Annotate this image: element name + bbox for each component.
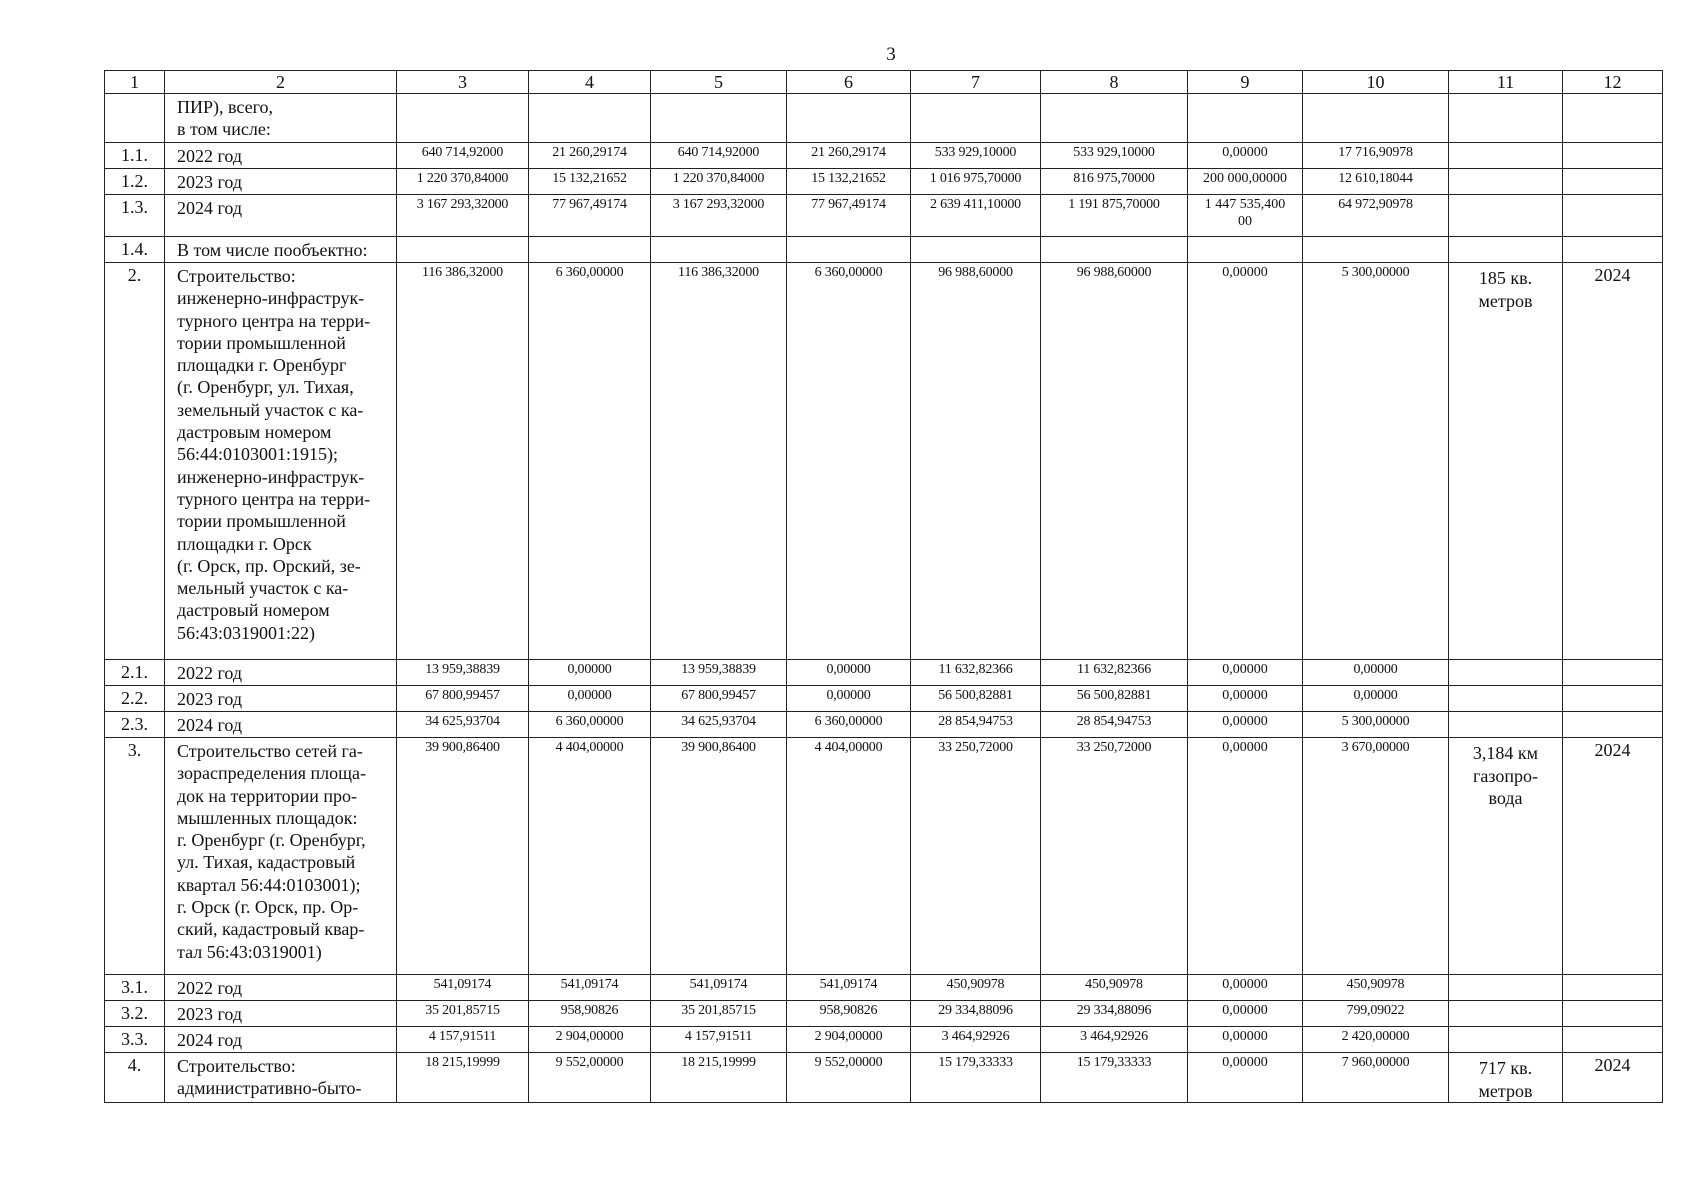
- completion-year-cell: [1563, 686, 1663, 712]
- value-cell: [1449, 94, 1563, 143]
- value-cell: 3 464,92926: [911, 1027, 1041, 1053]
- capacity-cell: [1449, 169, 1563, 195]
- value-cell: 0,00000: [787, 660, 911, 686]
- value-cell: 541,09174: [529, 975, 651, 1001]
- table-row: [105, 237, 1663, 263]
- row-name-cell: Строительство: административно-быто-: [165, 1053, 397, 1103]
- value-cell: 67 800,99457: [397, 686, 529, 712]
- value-cell: 9 552,00000: [787, 1053, 911, 1103]
- table-row: [105, 712, 1663, 738]
- value-cell: 0,00000: [787, 686, 911, 712]
- value-cell: 0,00000: [1188, 686, 1303, 712]
- value-cell: 15 179,33333: [1041, 1053, 1188, 1103]
- value-cell: 116 386,32000: [397, 263, 529, 660]
- table-row: [105, 1027, 1663, 1053]
- capacity-cell: [1449, 237, 1563, 263]
- value-cell: 6 360,00000: [529, 712, 651, 738]
- value-cell: 1 016 975,70000: [911, 169, 1041, 195]
- value-cell: 28 854,94753: [911, 712, 1041, 738]
- value-cell: 1 191 875,70000: [1041, 195, 1188, 237]
- capacity-cell: [1449, 975, 1563, 1001]
- value-cell: 958,90826: [787, 1001, 911, 1027]
- value-cell: 3 670,00000: [1303, 738, 1449, 975]
- value-cell: 0,00000: [1188, 738, 1303, 975]
- value-cell: 816 975,70000: [1041, 169, 1188, 195]
- row-name-cell: 2023 год: [165, 1001, 397, 1027]
- row-number-cell: 2.: [105, 263, 165, 660]
- value-cell: 4 404,00000: [529, 738, 651, 975]
- capacity-cell: [1449, 1027, 1563, 1053]
- page-number: 3: [886, 44, 896, 65]
- row-number-cell: 2.1.: [105, 660, 165, 686]
- row-name-cell: Строительство сетей га- зораспределения площа- док на территории про- мышленных площадок: г. Оренбург (г. Оренбург, ул. Тихая, кадастровый квартал 56:44:0103001); г. Орск (г. Орск, пр. Ор- ский, кадастровый квар- тал 56:43:0319001): [165, 738, 397, 975]
- value-cell: 0,00000: [529, 686, 651, 712]
- row-name-cell: 2024 год: [165, 712, 397, 738]
- value-cell: 9 552,00000: [529, 1053, 651, 1103]
- value-cell: 3 167 293,32000: [651, 195, 787, 237]
- row-number-cell: 3.: [105, 738, 165, 975]
- column-number-header: 3: [397, 71, 529, 94]
- capacity-cell: [1449, 660, 1563, 686]
- completion-year-cell: [1563, 237, 1663, 263]
- value-cell: 35 201,85715: [651, 1001, 787, 1027]
- completion-year-cell: [1563, 975, 1663, 1001]
- value-cell: 4 404,00000: [787, 738, 911, 975]
- column-number-header: 8: [1041, 71, 1188, 94]
- capacity-cell: [1449, 686, 1563, 712]
- value-cell: 0,00000: [1188, 1001, 1303, 1027]
- completion-year-cell: [1563, 1001, 1663, 1027]
- row-number-cell: 3.1.: [105, 975, 165, 1001]
- completion-year-cell: [1563, 1027, 1663, 1053]
- row-number-cell: 1.4.: [105, 237, 165, 263]
- value-cell: [1303, 237, 1449, 263]
- value-cell: 0,00000: [529, 660, 651, 686]
- row-name-cell: 2024 год: [165, 1027, 397, 1053]
- value-cell: 12 610,18044: [1303, 169, 1449, 195]
- value-cell: 77 967,49174: [787, 195, 911, 237]
- completion-year-cell: [1563, 143, 1663, 169]
- value-cell: 35 201,85715: [397, 1001, 529, 1027]
- completion-year-cell: [1563, 660, 1663, 686]
- row-name-cell: 2024 год: [165, 195, 397, 237]
- column-number-header: 6: [787, 71, 911, 94]
- row-name-cell: 2023 год: [165, 686, 397, 712]
- value-cell: 28 854,94753: [1041, 712, 1188, 738]
- value-cell: 450,90978: [1041, 975, 1188, 1001]
- column-number-header: 12: [1563, 71, 1663, 94]
- table-row: [105, 263, 1663, 660]
- value-cell: 1 447 535,400 00: [1188, 195, 1303, 237]
- capacity-cell: [1449, 195, 1563, 237]
- value-cell: 450,90978: [911, 975, 1041, 1001]
- row-number-cell: 1.3.: [105, 195, 165, 237]
- value-cell: 77 967,49174: [529, 195, 651, 237]
- column-number-header: 2: [165, 71, 397, 94]
- row-number-cell: 3.2.: [105, 1001, 165, 1027]
- value-cell: 541,09174: [397, 975, 529, 1001]
- value-cell: [651, 94, 787, 143]
- value-cell: 533 929,10000: [1041, 143, 1188, 169]
- value-cell: 958,90826: [529, 1001, 651, 1027]
- completion-year-cell: 2024: [1563, 1053, 1663, 1103]
- row-number-cell: 2.2.: [105, 686, 165, 712]
- table-row-intro: [105, 94, 1663, 143]
- value-cell: 64 972,90978: [1303, 195, 1449, 237]
- value-cell: [1563, 94, 1663, 143]
- value-cell: 29 334,88096: [1041, 1001, 1188, 1027]
- completion-year-cell: 2024: [1563, 263, 1663, 660]
- value-cell: [787, 94, 911, 143]
- column-number-header: 9: [1188, 71, 1303, 94]
- table-row: [105, 975, 1663, 1001]
- value-cell: 0,00000: [1188, 712, 1303, 738]
- value-cell: [911, 237, 1041, 263]
- value-cell: 6 360,00000: [529, 263, 651, 660]
- value-cell: 4 157,91511: [397, 1027, 529, 1053]
- value-cell: 541,09174: [651, 975, 787, 1001]
- value-cell: 3 464,92926: [1041, 1027, 1188, 1053]
- value-cell: 0,00000: [1303, 660, 1449, 686]
- column-number-header: 11: [1449, 71, 1563, 94]
- completion-year-cell: 2024: [1563, 738, 1663, 975]
- table-row: [105, 195, 1663, 237]
- value-cell: [1188, 237, 1303, 263]
- completion-year-cell: [1563, 195, 1663, 237]
- value-cell: 2 904,00000: [787, 1027, 911, 1053]
- value-cell: 541,09174: [787, 975, 911, 1001]
- row-name-cell: 2022 год: [165, 660, 397, 686]
- row-name-cell: Строительство: инженерно-инфраструк- турного центра на терри- тории промышленной площадки г. Оренбург (г. Оренбург, ул. Тихая, земельный участок с ка- дастровым номером 56:44:0103001:1915); инженерно-инфраструк- турного центра на терри- тории промышленной площадки г. Орск (г. Орск, пр. Орский, зе- мельный участок с ка- дастровый номером 56:43:0319001:22): [165, 263, 397, 660]
- capacity-cell: 3,184 км газопро- вода: [1449, 738, 1563, 975]
- value-cell: [651, 237, 787, 263]
- capacity-cell: [1449, 1001, 1563, 1027]
- value-cell: 0,00000: [1188, 1053, 1303, 1103]
- value-cell: 0,00000: [1303, 686, 1449, 712]
- completion-year-cell: [1563, 712, 1663, 738]
- value-cell: 15 132,21652: [787, 169, 911, 195]
- value-cell: 5 300,00000: [1303, 712, 1449, 738]
- value-cell: [911, 94, 1041, 143]
- value-cell: 33 250,72000: [1041, 738, 1188, 975]
- value-cell: 4 157,91511: [651, 1027, 787, 1053]
- value-cell: 18 215,19999: [651, 1053, 787, 1103]
- investment-table: [104, 70, 1663, 1103]
- value-cell: 39 900,86400: [651, 738, 787, 975]
- value-cell: 0,00000: [1188, 660, 1303, 686]
- value-cell: 39 900,86400: [397, 738, 529, 975]
- value-cell: 799,09022: [1303, 1001, 1449, 1027]
- value-cell: 2 420,00000: [1303, 1027, 1449, 1053]
- value-cell: 29 334,88096: [911, 1001, 1041, 1027]
- value-cell: [397, 94, 529, 143]
- value-cell: 67 800,99457: [651, 686, 787, 712]
- value-cell: 13 959,38839: [651, 660, 787, 686]
- value-cell: 2 904,00000: [529, 1027, 651, 1053]
- table-row: [105, 1001, 1663, 1027]
- value-cell: 450,90978: [1303, 975, 1449, 1001]
- completion-year-cell: [1563, 169, 1663, 195]
- column-number-header: 10: [1303, 71, 1449, 94]
- value-cell: 2 639 411,10000: [911, 195, 1041, 237]
- value-cell: [529, 237, 651, 263]
- value-cell: 0,00000: [1188, 143, 1303, 169]
- value-cell: [1041, 237, 1188, 263]
- value-cell: 15 132,21652: [529, 169, 651, 195]
- value-cell: [1041, 94, 1188, 143]
- value-cell: 200 000,00000: [1188, 169, 1303, 195]
- row-number-cell: [105, 94, 165, 143]
- column-number-header: 5: [651, 71, 787, 94]
- row-name-cell: В том числе пообъектно:: [165, 237, 397, 263]
- value-cell: 1 220 370,84000: [397, 169, 529, 195]
- table-row: [105, 169, 1663, 195]
- value-cell: 116 386,32000: [651, 263, 787, 660]
- row-name-cell: 2023 год: [165, 169, 397, 195]
- value-cell: 11 632,82366: [1041, 660, 1188, 686]
- value-cell: 17 716,90978: [1303, 143, 1449, 169]
- row-number-cell: 1.1.: [105, 143, 165, 169]
- value-cell: 11 632,82366: [911, 660, 1041, 686]
- column-number-header: 4: [529, 71, 651, 94]
- table-row: [105, 660, 1663, 686]
- capacity-cell: 717 кв. метров: [1449, 1053, 1563, 1103]
- value-cell: 96 988,60000: [911, 263, 1041, 660]
- value-cell: [397, 237, 529, 263]
- table-row: [105, 1053, 1663, 1103]
- row-name-cell: 2022 год: [165, 143, 397, 169]
- value-cell: [787, 237, 911, 263]
- value-cell: 15 179,33333: [911, 1053, 1041, 1103]
- value-cell: 56 500,82881: [1041, 686, 1188, 712]
- value-cell: 7 960,00000: [1303, 1053, 1449, 1103]
- column-number-header: 1: [105, 71, 165, 94]
- capacity-cell: 185 кв. метров: [1449, 263, 1563, 660]
- value-cell: [1188, 94, 1303, 143]
- value-cell: 21 260,29174: [529, 143, 651, 169]
- capacity-cell: [1449, 143, 1563, 169]
- value-cell: 0,00000: [1188, 1027, 1303, 1053]
- value-cell: 533 929,10000: [911, 143, 1041, 169]
- row-number-cell: 1.2.: [105, 169, 165, 195]
- column-number-header: 7: [911, 71, 1041, 94]
- value-cell: 5 300,00000: [1303, 263, 1449, 660]
- value-cell: 0,00000: [1188, 975, 1303, 1001]
- value-cell: 96 988,60000: [1041, 263, 1188, 660]
- table-row: [105, 738, 1663, 975]
- row-number-cell: 4.: [105, 1053, 165, 1103]
- row-number-cell: 3.3.: [105, 1027, 165, 1053]
- table-row: [105, 143, 1663, 169]
- table-body: [105, 71, 1663, 1103]
- row-name-cell: 2022 год: [165, 975, 397, 1001]
- row-number-cell: 2.3.: [105, 712, 165, 738]
- value-cell: 0,00000: [1188, 263, 1303, 660]
- table-row: [105, 686, 1663, 712]
- value-cell: 640 714,92000: [651, 143, 787, 169]
- value-cell: [529, 94, 651, 143]
- value-cell: 640 714,92000: [397, 143, 529, 169]
- value-cell: 18 215,19999: [397, 1053, 529, 1103]
- value-cell: 6 360,00000: [787, 712, 911, 738]
- value-cell: 3 167 293,32000: [397, 195, 529, 237]
- value-cell: [1303, 94, 1449, 143]
- row-name-cell: ПИР), всего, в том числе:: [165, 94, 397, 143]
- value-cell: 21 260,29174: [787, 143, 911, 169]
- value-cell: 33 250,72000: [911, 738, 1041, 975]
- value-cell: 34 625,93704: [397, 712, 529, 738]
- value-cell: 13 959,38839: [397, 660, 529, 686]
- value-cell: 1 220 370,84000: [651, 169, 787, 195]
- capacity-cell: [1449, 712, 1563, 738]
- value-cell: 56 500,82881: [911, 686, 1041, 712]
- value-cell: 34 625,93704: [651, 712, 787, 738]
- table-header-row: [105, 71, 1663, 94]
- value-cell: 6 360,00000: [787, 263, 911, 660]
